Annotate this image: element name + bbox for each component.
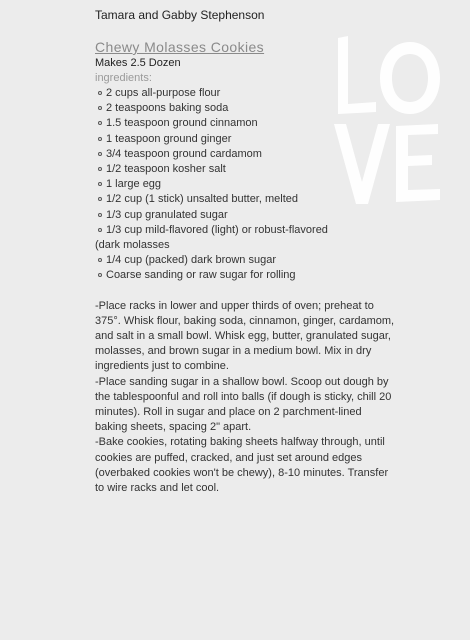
ingredient-text: 1/4 cup (packed) dark brown sugar — [106, 254, 276, 267]
ingredient-continuation — [95, 238, 395, 253]
ingredient-text: 1/3 cup granulated sugar — [106, 208, 228, 221]
ingredients-heading: ingredients: — [95, 72, 152, 84]
recipe-yield: Makes 2.5 Dozen — [95, 57, 181, 69]
ingredient-text: 1 large egg — [106, 178, 162, 191]
bullet-icon — [98, 228, 102, 232]
bullet-icon — [98, 91, 102, 95]
instruction-step: -Place racks in lower and upper thirds of oven; preheat to 375°. Whisk flour, baking soda, cinnamon, ginger, cardamom, and salt in a small bowl. Whisk egg, butter, granulated sugar, molasses, and brown sugar in a medium bowl. Mix in dry ingredients just to combine. — [95, 299, 395, 373]
ingredient-item — [95, 208, 395, 223]
ingredient-text: (dark molasses — [95, 239, 170, 252]
ingredient-item — [95, 192, 395, 207]
ingredient-text: 1.5 teaspoon ground cinnamon — [106, 117, 258, 130]
ingredient-text: Coarse sanding or raw sugar for rolling — [106, 269, 296, 282]
ingredient-item — [95, 268, 395, 283]
ingredient-item — [95, 116, 395, 131]
ingredient-item — [95, 223, 395, 238]
bullet-icon — [98, 152, 102, 156]
bullet-icon — [98, 137, 102, 141]
author-name: Tamara and Gabby Stephenson — [95, 8, 265, 22]
ingredient-text: 1/2 cup (1 stick) unsalted butter, melted — [106, 193, 298, 206]
ingredient-item — [95, 132, 395, 147]
ingredient-item — [95, 162, 395, 177]
bullet-icon — [98, 106, 102, 110]
ingredient-text: 3/4 teaspoon ground cardamom — [106, 147, 262, 160]
bullet-icon — [98, 258, 102, 262]
bullet-icon — [98, 121, 102, 125]
ingredient-item — [95, 253, 395, 268]
bullet-icon — [98, 273, 102, 277]
ingredient-item — [95, 147, 395, 162]
bullet-icon — [98, 213, 102, 217]
ingredient-text: 1/3 cup mild-flavored (light) or robust-flavored — [106, 223, 328, 236]
ingredients-list — [95, 86, 395, 284]
bullet-icon — [98, 167, 102, 171]
ingredient-item — [95, 86, 395, 101]
ingredient-text: 1/2 teaspoon kosher salt — [106, 163, 226, 176]
ingredient-item — [95, 101, 395, 116]
ingredient-text: 1 teaspoon ground ginger — [106, 132, 232, 145]
recipe-title: Chewy Molasses Cookies — [95, 39, 265, 55]
recipe-card — [95, 38, 395, 496]
ingredient-text: 2 cups all-purpose flour — [106, 87, 221, 99]
ingredient-text: 2 teaspoons baking soda — [106, 102, 229, 115]
bullet-icon — [98, 197, 102, 201]
instruction-step: -Place sanding sugar in a shallow bowl. Scoop out dough by the tablespoonful and roll into balls (if dough is sticky, chill 20 minutes). Roll in sugar and place on 2 parchment-lined baking sheets, spacing 2" apart. — [95, 375, 392, 434]
instruction-step: -Bake cookies, rotating baking sheets halfway through, until cookies are puffed, cracked, and just set around edges (overbaked cookies won't be chewy), 8-10 minutes. Transfer to wire racks and let cool. — [95, 436, 389, 495]
bullet-icon — [98, 182, 102, 186]
ingredient-item — [95, 177, 395, 192]
instructions — [95, 299, 395, 497]
